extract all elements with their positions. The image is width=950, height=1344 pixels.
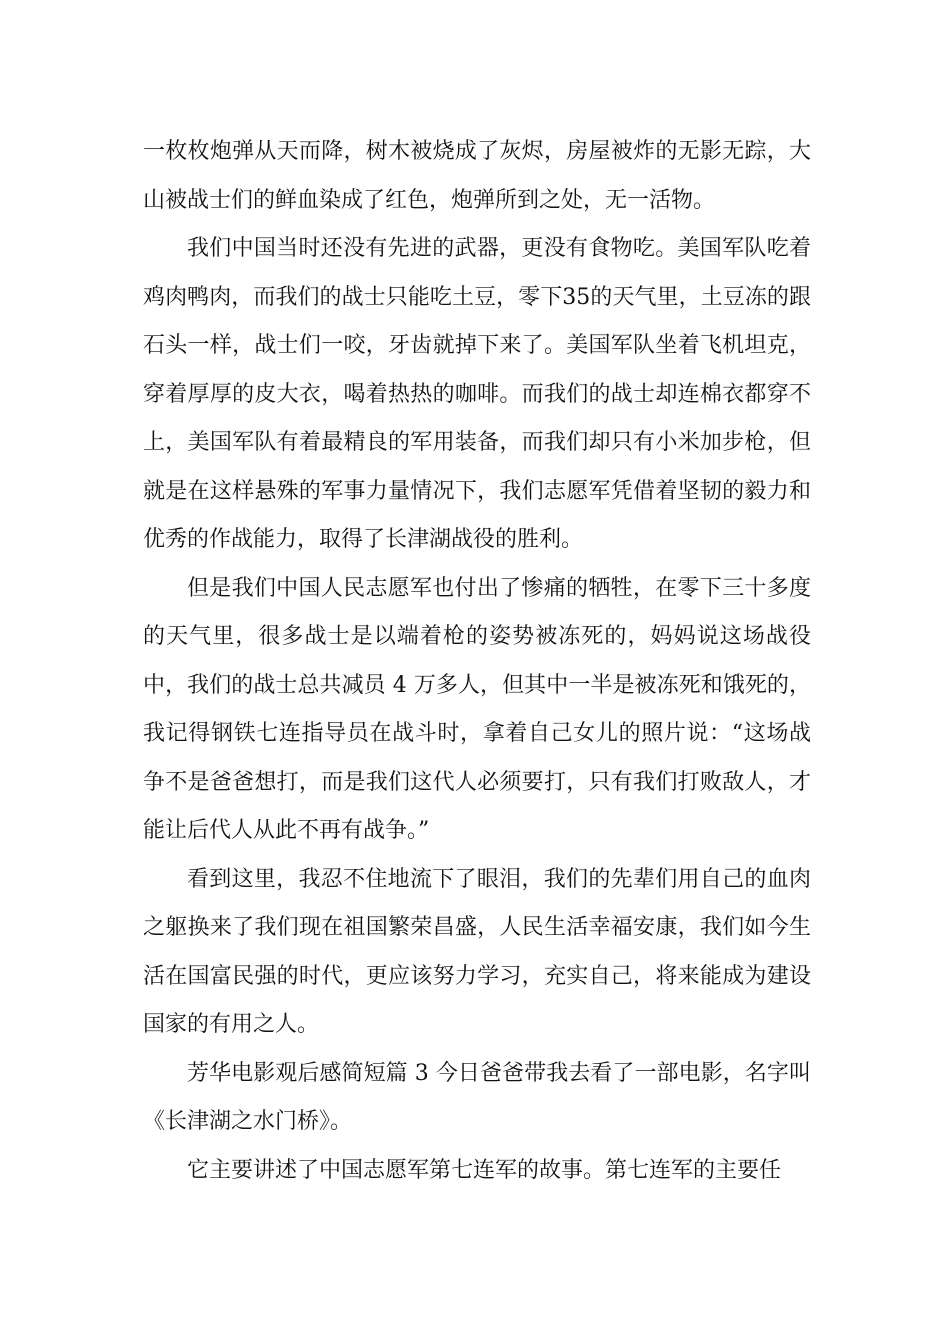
paragraph-6: 它主要讲述了中国志愿军第七连军的故事。第七连军的主要任 — [187, 1157, 782, 1183]
paragraph-4: 看到这里，我忍不住地流下了眼泪，我们的先辈们用自己的血肉之躯换来了我们现在祖国繁荣昌盛，人民生活幸福安康，我们如今生活在国富民强的时代，更应该努力学习，充实自己，将来能成为建设国家的有用之人。 — [143, 866, 811, 1037]
document-body — [143, 128, 811, 1195]
paragraph-2: 我们中国当时还没有先进的武器，更没有食物吃。美国军队吃着鸡肉鸭肉，而我们的战士只能吃土豆，零下35的天气里，土豆冻的跟石头一样，战士们一咬，牙齿就掉下来了。美国军队坐着飞机坦克，穿着厚厚的皮大衣，喝着热热的咖啡。而我们的战士却连棉衣都穿不上，美国军队有着最精良的军用装备，而我们却只有小米加步枪，但就是在这样悬殊的军事力量情况下，我们志愿军凭借着坚韧的毅力和优秀的作战能力，取得了长津湖战役的胜利。 — [143, 236, 811, 552]
paragraph-5: 芳华电影观后感简短篇 3 今日爸爸带我去看了一部电影，名字叫《长津湖之水门桥》。 — [143, 1060, 811, 1134]
paragraph-3: 但是我们中国人民志愿军也付出了惨痛的牺牲，在零下三十多度的天气里，很多战士是以端着枪的姿势被冻死的，妈妈说这场战役中，我们的战士总共减员 4 万多人，但其中一半是被冻死和饿死的，我记得钢铁七连指导员在战斗时，拿着自己女儿的照片说：“这场战争不是爸爸想打，而是我们这代人必须要打，只有我们打败敌人，才能让后代人从此不再有战争。” — [143, 575, 811, 843]
paragraph-1: 一枚枚炮弹从天而降，树木被烧成了灰烬，房屋被炸的无影无踪，大山被战士们的鲜血染成了红色，炮弹所到之处，无一活物。 — [143, 139, 811, 213]
